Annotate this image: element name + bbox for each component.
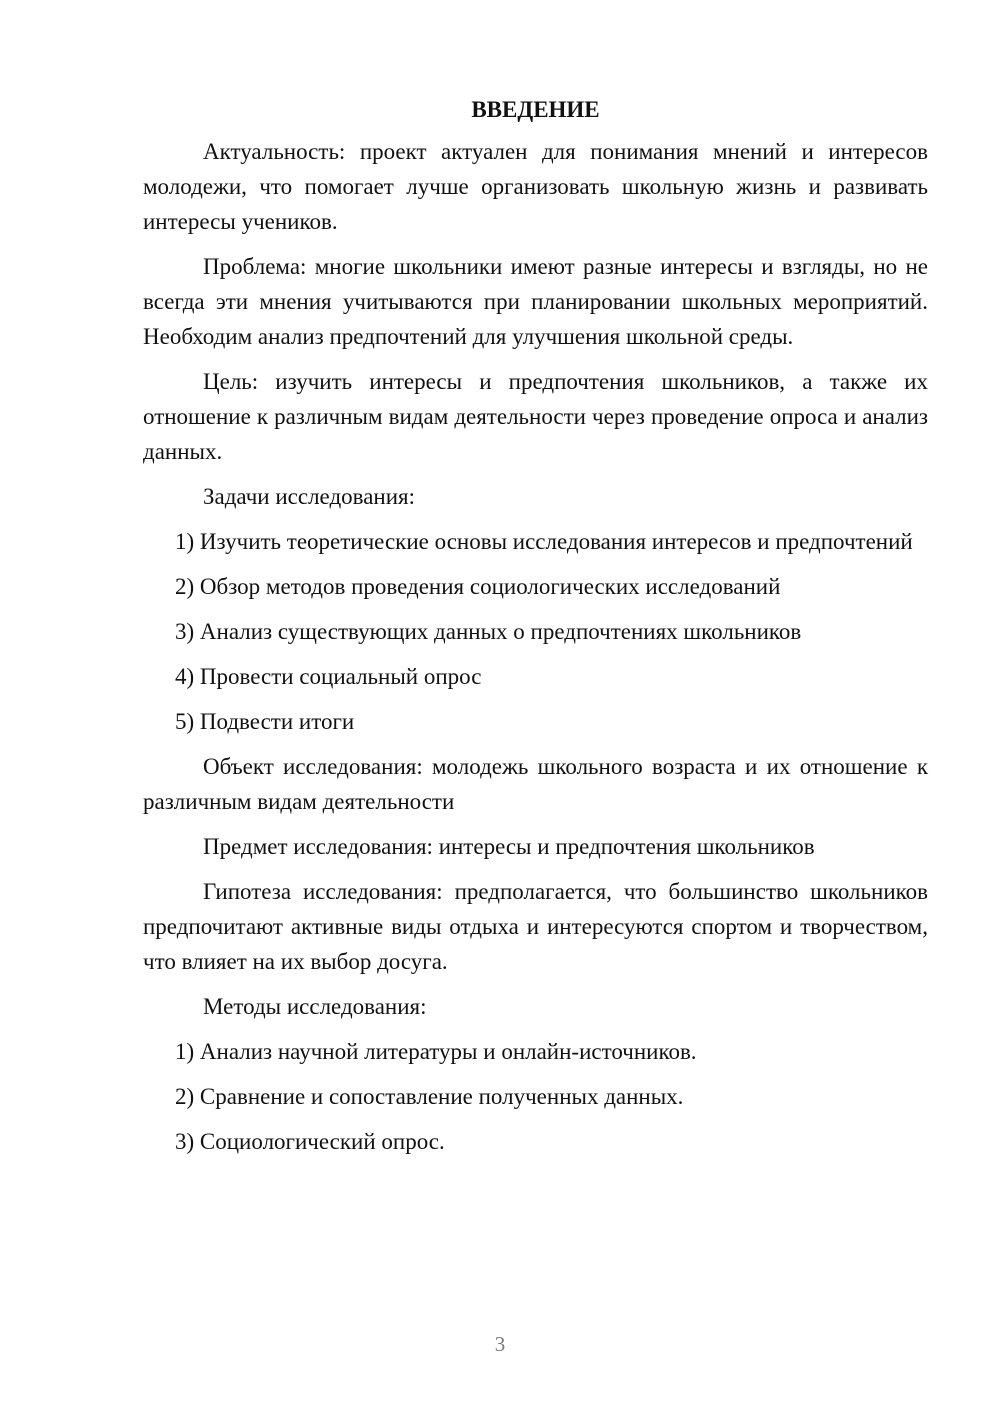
tasks-list bbox=[143, 524, 928, 739]
list-item: 2) Сравнение и сопоставление полученных данных. bbox=[175, 1084, 684, 1109]
methods-heading: Методы исследования: bbox=[203, 994, 427, 1019]
list-item: 3) Анализ существующих данных о предпочтениях школьников bbox=[175, 619, 802, 644]
object-paragraph: Объект исследования: молодежь школьного возраста и их отношение к различным видам деятельности bbox=[143, 754, 928, 814]
goal-paragraph: Цель: изучить интересы и предпочтения школьников, а также их отношение к различным видам деятельности через проведение опроса и анализ данных. bbox=[143, 369, 928, 464]
list-item: 4) Провести социальный опрос bbox=[175, 664, 482, 689]
list-item: 1) Изучить теоретические основы исследования интересов и предпочтений bbox=[175, 529, 913, 554]
relevance-paragraph: Актуальность: проект актуален для понимания мнений и интересов молодежи, что помогает лучше организовать школьную жизнь и развивать интересы учеников. bbox=[143, 139, 928, 234]
list-item: 3) Социологический опрос. bbox=[175, 1129, 445, 1154]
page-number: 3 bbox=[494, 1332, 506, 1356]
section-title: ВВЕДЕНИЕ bbox=[471, 97, 600, 122]
list-item: 1) Анализ научной литературы и онлайн-источников. bbox=[175, 1039, 697, 1064]
problem-paragraph: Проблема: многие школьники имеют разные интересы и взгляды, но не всегда эти мнения учитываются при планировании школьных мероприятий. Необходим анализ предпочтений для улучшения школьной среды. bbox=[143, 254, 928, 349]
document-page bbox=[143, 92, 928, 1169]
list-item: 5) Подвести итоги bbox=[175, 709, 355, 734]
hypothesis-paragraph: Гипотеза исследования: предполагается, что большинство школьников предпочитают активные виды отдыха и интересуются спортом и творчеством, что влияет на их выбор досуга. bbox=[143, 879, 928, 974]
list-item: 2) Обзор методов проведения социологических исследований bbox=[175, 574, 781, 599]
methods-list bbox=[143, 1034, 928, 1159]
subject-paragraph: Предмет исследования: интересы и предпочтения школьников bbox=[203, 834, 815, 859]
tasks-heading: Задачи исследования: bbox=[203, 484, 416, 509]
